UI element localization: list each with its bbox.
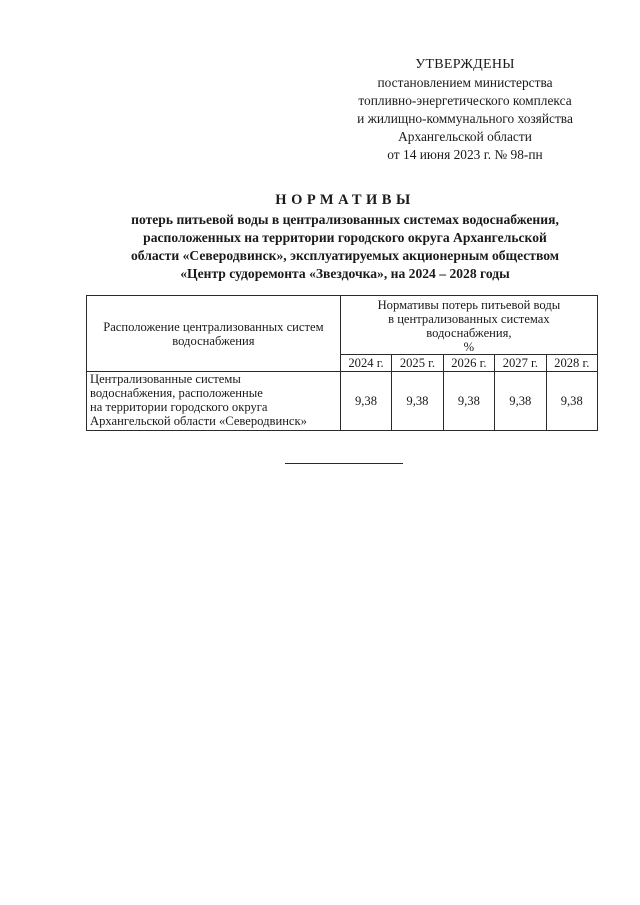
- document-subtitle-line: расположенных на территории городского округа Архангельской: [143, 230, 547, 245]
- year-header-cell: 2027 г.: [495, 355, 546, 372]
- norm-value-cell: 9,38: [443, 372, 494, 431]
- document-subtitle-line: «Центр судоремонта «Звездочка», на 2024 – 2028 годы: [180, 266, 510, 281]
- location-line: Централизованные системы: [90, 372, 241, 386]
- norms-header-line: в централизованных системах: [388, 312, 550, 326]
- norms-table: [86, 295, 598, 431]
- approval-line: топливно-энергетического комплекса: [358, 93, 572, 108]
- norm-value-cell: 9,38: [546, 372, 597, 431]
- approval-date-number: от 14 июня 2023 г. № 98-пн: [387, 147, 543, 162]
- approval-stamp: [330, 56, 600, 164]
- location-column-header: [87, 296, 341, 372]
- norms-header-line: водоснабжения,: [426, 326, 512, 340]
- document-title: [80, 190, 610, 283]
- end-divider: [285, 463, 403, 464]
- norms-header-line: Нормативы потерь питьевой воды: [377, 298, 561, 312]
- location-cell: [87, 372, 341, 431]
- location-header-line: Расположение централизованных систем: [103, 319, 324, 334]
- location-line: водоснабжения, расположенные: [90, 386, 263, 400]
- location-line: Архангельской области «Северодвинск»: [90, 414, 307, 428]
- norm-value-cell: 9,38: [495, 372, 546, 431]
- approval-line: и жилищно-коммунального хозяйства: [357, 111, 573, 126]
- norm-value-cell: 9,38: [392, 372, 443, 431]
- document-subtitle-line: потерь питьевой воды в централизованных системах водоснабжения,: [131, 212, 559, 227]
- table-row: [87, 372, 598, 431]
- location-line: на территории городского округа: [90, 400, 268, 414]
- year-header-cell: 2028 г.: [546, 355, 597, 372]
- approval-title: УТВЕРЖДЕНЫ: [415, 57, 515, 72]
- document-heading: НОРМАТИВЫ: [275, 192, 415, 208]
- year-header-cell: 2026 г.: [443, 355, 494, 372]
- table-header-row: [87, 296, 598, 355]
- approval-line: Архангельской области: [398, 129, 532, 144]
- norms-group-header: [340, 296, 597, 355]
- document-subtitle-line: области «Северодвинск», эксплуатируемых акционерным обществом: [130, 248, 560, 263]
- location-header-line: водоснабжения: [172, 333, 255, 348]
- norms-header-unit: %: [463, 340, 475, 354]
- year-header-cell: 2025 г.: [392, 355, 443, 372]
- approval-line: постановлением министерства: [377, 75, 553, 90]
- norm-value-cell: 9,38: [340, 372, 391, 431]
- year-header-cell: 2024 г.: [340, 355, 391, 372]
